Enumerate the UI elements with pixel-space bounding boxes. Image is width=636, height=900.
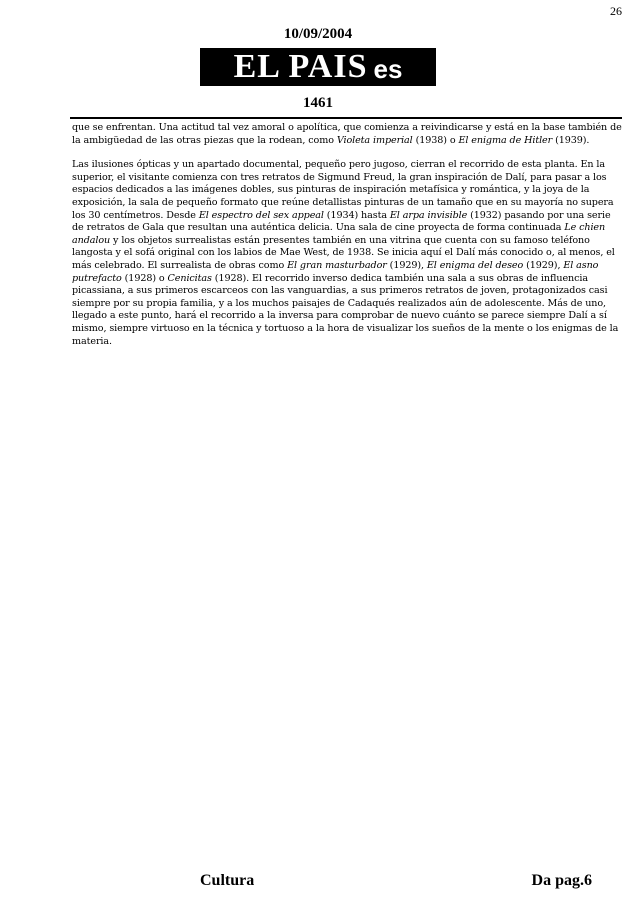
masthead-suffix: es [373, 54, 403, 84]
article-paragraph-1 [72, 122, 622, 147]
artwork-title: Le chien andalou [72, 222, 606, 246]
artwork-title: El enigma del deseo [426, 259, 524, 271]
footer-section-label: Cultura [200, 872, 255, 889]
text-run: (1929), [523, 259, 564, 271]
article-body [72, 122, 622, 360]
text-run: y los objetos surrealistas están presentes también en una vitrina que cuenta con su famoso teléfono langosta y el sofá original con los labios de Mae West, de 1938. Se inicia aquí el Dalí más conocido o, al menos, el más celebrado. El surrealista de obras como [72, 234, 615, 271]
artwork-title: El espectro del sex appeal [198, 209, 324, 221]
text-run: (1934) hasta [323, 209, 390, 221]
text-run: (1929), [386, 259, 427, 271]
text-run: (1938) o [412, 134, 459, 146]
footer-page-reference: Da pag.6 [531, 872, 592, 889]
artwork-title: El gran masturbador [287, 259, 387, 271]
issue-number: 1461 [303, 95, 333, 111]
artwork-title: Violeta imperial [336, 134, 413, 146]
artwork-title: El asno putrefacto [72, 259, 599, 284]
text-run: (1932) pasando por una serie de retratos de Gala que resultan una auténtica delicia. Una sala de cine proyecta de forma continuada [72, 209, 611, 234]
artwork-title: Cenicitas [167, 272, 212, 284]
page-number: 26 [610, 4, 622, 18]
text-run: (1928) o [121, 272, 168, 284]
text-run: Las ilusiones ópticas y un apartado documental, pequeño pero jugoso, cierran el recorrido de esta planta. En la superior, el visitante comienza con tres retratos de Sigmund Freud, la gran inspiración de Dalí, para pasar a los espacios dedicados a las imágenes dobles, sus pinturas de inspiración metafísica y romántica, y la joya de la exposición, la sala de pequeño formato que reúne detallistas pinturas de un tamaño que en su mayoría no supera los 30 centímetros. Desde [72, 159, 614, 221]
text-run: que se enfrentan. Una actitud tal vez amoral o apolítica, que comienza a reivindicarse y está en la base también de la ambigüedad de las otras piezas que la rodean, como [72, 122, 622, 146]
artwork-title: El enigma de Hitler [458, 134, 553, 146]
publication-date: 10/09/2004 [283, 26, 353, 42]
header-divider [70, 117, 622, 119]
article-paragraph-2 [72, 159, 622, 348]
masthead-name: EL PAIS [233, 48, 368, 85]
masthead-logo [200, 48, 436, 86]
text-run: (1939). [552, 134, 590, 146]
text-run: (1928). El recorrido inverso dedica también una sala a sus obras de influencia picassiana, a sus primeros escarceos con las vanguardias, a sus primeros retratos de joven, protagonizados casi siempre por su propia familia, y a los muchos paisajes de Cadaqués realizados aún de adolescente. Más de uno, llegado a este punto, hará el recorrido a la inversa para comprobar de nuevo cuánto se parece siempre Dalí a sí mismo, siempre virtuoso en la técnica y tortuoso a la hora de visualizar los sueños de la mente o los enigmas de la materia. [72, 272, 619, 347]
artwork-title: El arpa invisible [389, 209, 468, 221]
